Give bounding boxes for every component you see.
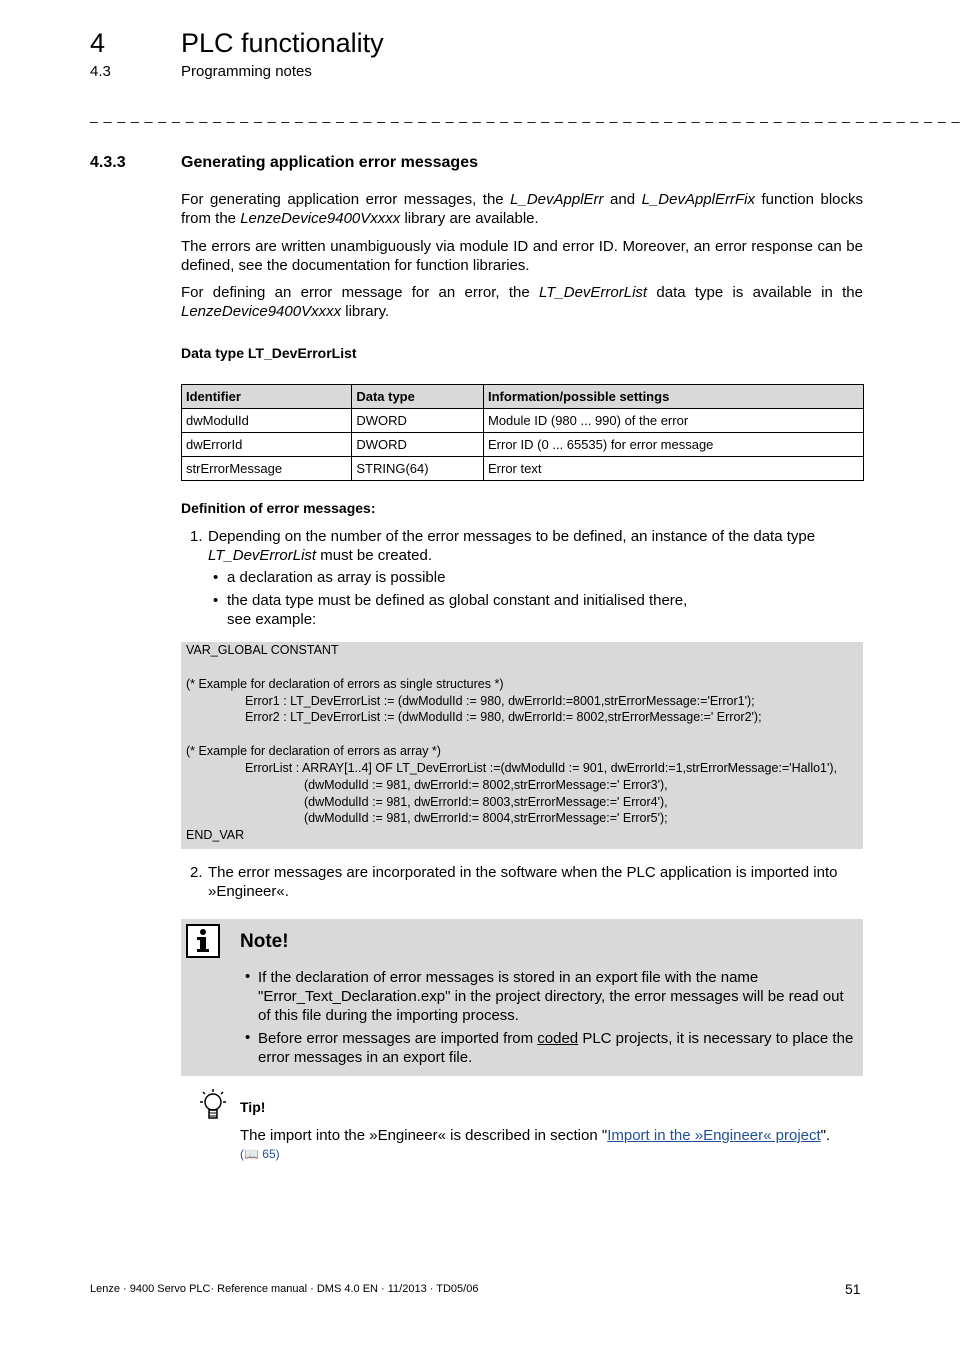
page-reference-link[interactable]: (📖 65)	[240, 1147, 280, 1161]
footer-text: Lenze · 9400 Servo PLC· Reference manual · DMS 4.0 EN · 11/2013 · TD05/06	[90, 1283, 479, 1295]
code-line: (* Example for declaration of errors as single structures *)	[186, 677, 504, 691]
code-line: (dwModulId := 981, dwErrorId:= 8004,strErrorMessage:=' Error5');	[304, 811, 668, 825]
table-cell: dwErrorId	[182, 433, 352, 457]
table-row	[182, 457, 864, 481]
table-cell: STRING(64)	[352, 457, 484, 481]
tip-title: Tip!	[240, 1099, 266, 1115]
table-cell: strErrorMessage	[182, 457, 352, 481]
table-header: Information/possible settings	[484, 385, 864, 409]
code-line: VAR_GLOBAL CONSTANT	[186, 643, 339, 657]
step-list-2	[181, 863, 863, 903]
intro-paragraph-1: For generating application error messages, the L_DevApplErr and L_DevApplErrFix function blocks from the LenzeDevice9400Vxxxx library are available.	[181, 191, 864, 227]
step-number: 2.	[190, 864, 203, 881]
code-line: Error1 : LT_DevErrorList := (dwModulId := 980, dwErrorId:=8001,strErrorMessage:='Error1');	[245, 694, 755, 708]
bullet-text: the data type must be defined as global constant and initialised there,	[227, 592, 688, 609]
table-cell: Module ID (980 ... 990) of the error	[484, 409, 864, 433]
datatype-table	[181, 384, 864, 481]
table-cell: Error text	[484, 457, 864, 481]
table-row	[182, 409, 864, 433]
table-cell: Error ID (0 ... 65535) for error message	[484, 433, 864, 457]
info-icon	[186, 924, 220, 958]
definition-heading: Definition of error messages:	[181, 500, 376, 516]
code-line: END_VAR	[186, 828, 245, 842]
table-cell: dwModulId	[182, 409, 352, 433]
section-number: 4.3	[90, 63, 111, 80]
code-line: (dwModulId := 981, dwErrorId:= 8002,strErrorMessage:=' Error3'),	[304, 778, 668, 792]
chapter-title: PLC functionality	[181, 28, 384, 58]
code-line: Error2 : LT_DevErrorList := (dwModulId := 980, dwErrorId:= 8002,strErrorMessage:=' Error2');	[245, 710, 762, 724]
step-text: Depending on the number of the error messages to be defined, an instance of the data type LT_DevErrorList must be created.	[208, 528, 816, 564]
bullet-icon: •	[213, 592, 219, 609]
code-example	[181, 642, 863, 849]
table-cell: DWORD	[352, 409, 484, 433]
intro-paragraph-3: For defining an error message for an error, the LT_DevErrorList data type is available in the LenzeDevice9400Vxxxx library.	[181, 284, 863, 320]
heading-title: Generating application error messages	[181, 154, 478, 171]
datatype-heading: Data type LT_DevErrorList	[181, 345, 357, 361]
note-bullet-1: If the declaration of error messages is stored in an export file with the name "Error_Text_Declaration.exp" in the project directory, the error messages will be read out of this file during the importing process.	[258, 969, 844, 1024]
note-box	[181, 919, 863, 1076]
bullet-icon: •	[245, 1029, 251, 1046]
table-cell: DWORD	[352, 433, 484, 457]
section-title: Programming notes	[181, 63, 312, 80]
code-line: (* Example for declaration of errors as array *)	[186, 744, 441, 758]
bullet-text-cont: see example:	[227, 611, 317, 628]
lightbulb-icon	[195, 1088, 231, 1122]
table-header-row	[182, 385, 864, 409]
code-line: ErrorList : ARRAY[1..4] OF LT_DevErrorList :=(dwModulId := 901, dwErrorId:=1,strErrorMessage:='Hallo1'),	[245, 761, 838, 775]
note-title: Note!	[240, 931, 289, 952]
step-text: The error messages are incorporated in the software when the PLC application is imported into »Engineer«.	[208, 864, 838, 900]
intro-paragraph-2: The errors are written unambiguously via module ID and error ID. Moreover, an error response can be defined, see the documentation for function libraries.	[181, 238, 863, 274]
table-header: Data type	[352, 385, 484, 409]
bullet-icon: •	[245, 968, 251, 985]
header-rule: _ _ _ _ _ _ _ _ _ _ _ _ _ _ _ _ _ _ _ _ _ _ _ _ _ _ _ _ _ _ _ _ _ _ _ _ _ _ _ _ _ _ _ _ _ _ _ _ _ _ _ _ _ _ _ _ _ _ _ _ _ _ _ _	[90, 107, 960, 123]
table-header: Identifier	[182, 385, 352, 409]
heading-number: 4.3.3	[90, 154, 126, 171]
bullet-icon: •	[213, 569, 219, 586]
book-icon: 📖	[244, 1147, 259, 1161]
table-row	[182, 433, 864, 457]
chapter-number: 4	[90, 28, 106, 58]
page-number: 51	[845, 1281, 861, 1297]
step-list-1	[181, 527, 863, 627]
import-section-link[interactable]: Import in the »Engineer« project	[607, 1127, 821, 1144]
tip-text: The import into the »Engineer« is described in section "Import in the »Engineer« project".	[240, 1127, 831, 1144]
bullet-text: a declaration as array is possible	[227, 569, 446, 586]
note-bullet-2: Before error messages are imported from coded PLC projects, it is necessary to place the error messages in an export file.	[258, 1030, 854, 1066]
step-number: 1.	[190, 528, 203, 545]
code-line: (dwModulId := 981, dwErrorId:= 8003,strErrorMessage:=' Error4'),	[304, 795, 668, 809]
